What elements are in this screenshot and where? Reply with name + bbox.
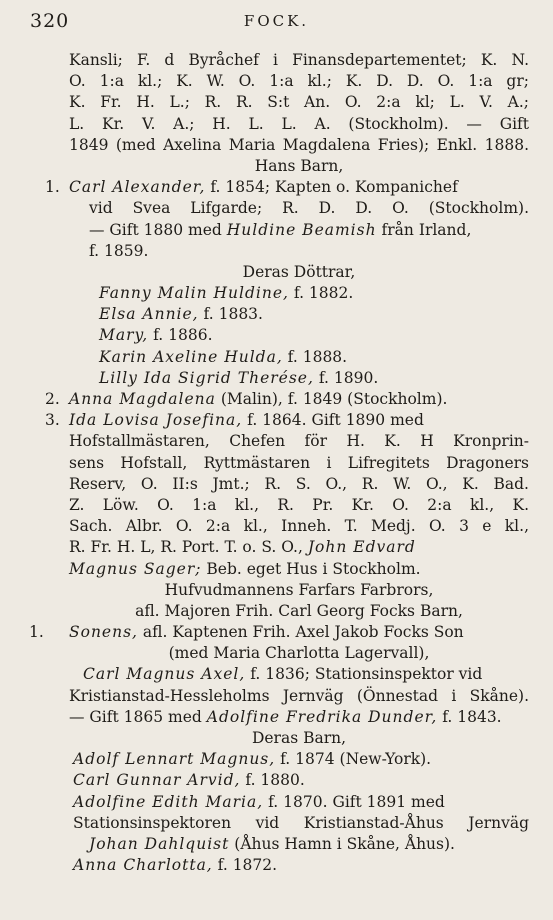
entry-text: f. 1888. [282,347,348,366]
section-heading: Deras Döttrar, [242,262,356,281]
person-name: Anna Charlotta, [73,856,213,875]
person-name: Sonens, [69,623,138,642]
entry-line [69,749,529,770]
entry-line [69,770,529,791]
entry-text: — Gift 1880 med [89,220,227,239]
entry-line [69,834,529,855]
text-line: (med Maria Charlotta Lagervall), [168,644,430,663]
entry-line [69,792,529,813]
entry-text: f. 1886. [148,326,213,345]
person-name: Lilly Ida Sigrid Therése, [99,368,314,387]
person-name: Carl Gunnar Arvid, [73,771,241,790]
person-name: Fanny Malin Huldine, [99,284,289,303]
text-line: f. 1859. [89,241,149,260]
entry-line [45,389,529,410]
person-name: Adolfine Edith Maria, [73,792,264,811]
person-name: John Edvard [307,538,416,557]
entry-line [69,347,529,368]
entry-text: (Åhus Hamn i Skåne, Åhus). [229,834,455,853]
entry-line [45,177,529,198]
text-line: vid Svea Lifgarde; R. D. D. O. (Stockholm). [89,199,529,218]
text-line: L. Kr. V. A.; H. L. L. A. (Stockholm). — Gift [69,114,529,133]
person-name: Anna Magdalena [69,390,216,408]
text-line: Reserv, O. II:s Jmt.; R. S. O., R. W. O., K. Bad. [69,474,529,493]
entry-line [69,220,529,241]
entry-line [69,855,529,876]
entry-text: f. 1880. [240,771,305,790]
text-line: Sach. Albr. O. 2:a kl., Inneh. T. Medj. O. 3 e kl., [69,517,529,536]
entry-text: f. 1870. Gift 1891 med [263,792,445,811]
entry-line [69,325,529,346]
person-name: Ida Lovisa Josefina, [69,411,243,430]
page-header [30,10,523,34]
entry-line [69,537,529,558]
text-line: Stationsinspektoren vid Kristianstad-Åhus Jernväg [73,813,529,832]
entry-number: 2. [45,390,60,408]
person-name: Adolfine Fredrika Dunder, [206,707,438,726]
entry-text: f. 1843. [437,707,502,726]
entry-line [69,559,529,580]
person-name: Carl Magnus Axel, [83,665,246,684]
person-name: Johan Dahlquist [89,834,230,853]
section-heading: afl. Majoren Frih. Carl Georg Focks Barn, [135,601,463,620]
entry-line [69,664,529,685]
entry-line [69,368,529,389]
entry-line [69,304,529,325]
text-line: K. Fr. H. L.; R. R. S:t An. O. 2:a kl; L. V. A.; [69,93,529,112]
text-line: Z. Löw. O. 1:a kl., R. Pr. Kr. O. 2:a kl., K. [69,495,529,514]
page-number: 320 [30,10,70,32]
entry-number: 1. [29,623,44,642]
entry-text: (Malin), f. 1849 (Stockholm). [215,390,448,408]
entry-text: Beb. eget Hus i Stockholm. [201,559,421,578]
document-body [29,50,529,876]
entry-text: R. Fr. H. L, R. Port. T. o. S. O., [69,538,308,557]
text-line: Hofstallmästaren, Chefen för H. K. H Kronprin- [69,432,529,451]
entry-line [69,707,529,728]
person-name: Mary, [99,326,149,345]
entry-text: f. 1883. [198,305,263,324]
entry-number: 3. [45,411,60,430]
entry-text: afl. Kaptenen Frih. Axel Jakob Focks Son [137,623,464,642]
text-line: Kristianstad-Hessleholms Jernväg (Önnestad i Skåne). [69,686,529,705]
section-heading: Hans Barn, [254,156,344,175]
person-name: Adolf Lennart Magnus, [73,750,276,769]
entry-text: f. 1890. [313,368,379,387]
entry-text: f. 1872. [212,856,278,875]
running-head: FOCK. [243,12,310,30]
entry-line [69,283,529,304]
entry-text: f. 1836; Stationsinspektor vid [245,665,483,684]
section-heading: Deras Barn, [251,729,347,747]
entry-text: från Irland, [376,220,472,239]
text-line: O. 1:a kl.; K. W. O. 1:a kl.; K. D. D. O. 1:a gr; [69,72,529,91]
entry-text: f. 1874 (New-York). [275,750,432,769]
section-heading: Hufvudmannens Farfars Farbrors, [164,580,434,599]
person-name: Carl Alexander, [69,178,206,197]
entry-line [45,410,529,431]
entry-line [29,622,529,643]
entry-text: — Gift 1865 med [69,707,207,726]
text-line: Kansli; F. d Byråchef i Finansdepartementet; K. N. [69,51,529,69]
entry-text: f. 1854; Kapten o. Kompanichef [205,178,458,197]
person-name: Huldine Beamish [226,220,377,239]
entry-number: 1. [45,178,60,197]
person-name: Magnus Sager; [69,559,202,578]
text-line: 1849 (med Axelina Maria Magdalena Fries); Enkl. 1888. [69,135,529,154]
entry-text: f. 1864. Gift 1890 med [242,411,424,430]
person-name: Elsa Annie, [99,305,199,324]
entry-text: f. 1882. [288,284,354,303]
text-line: sens Hofstall, Ryttmästaren i Lifregitets Dragoners [69,453,529,472]
person-name: Karin Axeline Hulda, [99,347,283,366]
